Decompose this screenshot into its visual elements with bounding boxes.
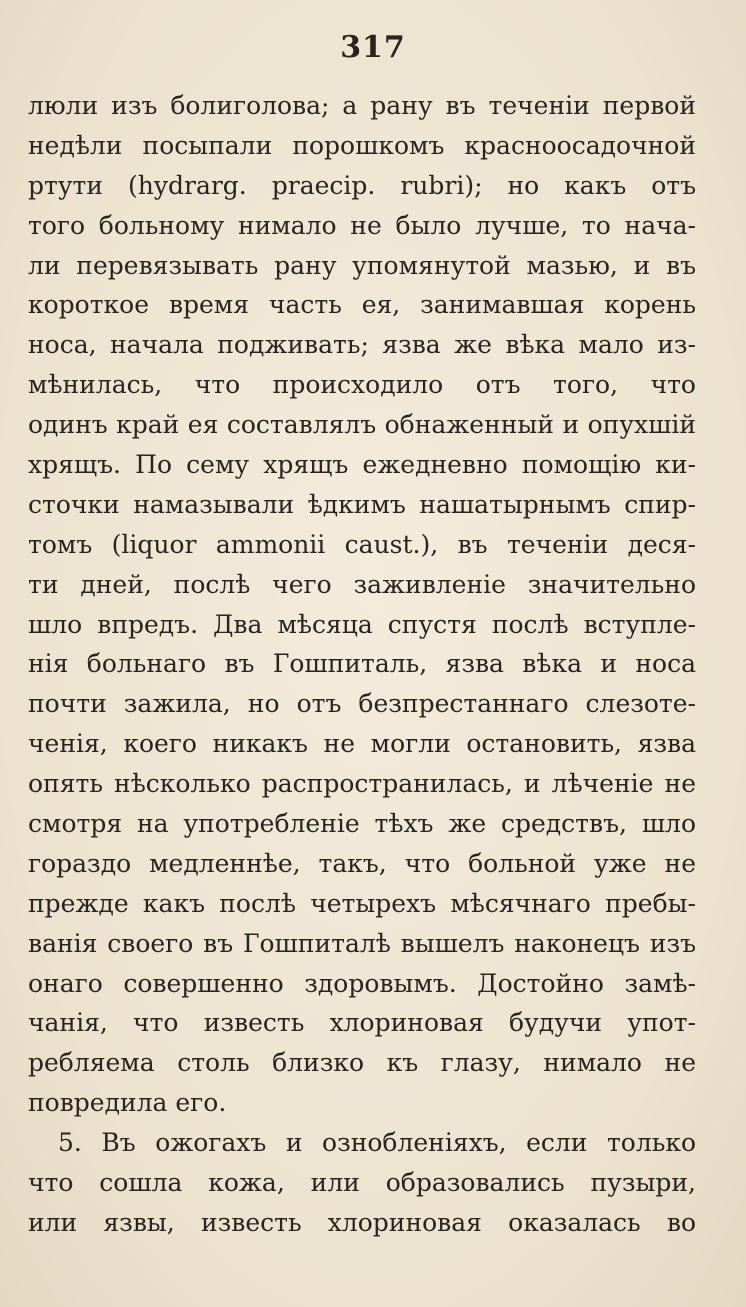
text-line: хрящъ. По сему хрящъ ежедневно помощію ки-	[28, 450, 696, 480]
text-line: мѣнилась, что происходило отъ того, что	[28, 370, 696, 400]
paragraph-end-line: повредила его.	[28, 1088, 227, 1118]
text-line: чанія, что известь хлориновая будучи упот-	[28, 1008, 696, 1038]
text-line: короткое время часть ея, занимавшая корень	[28, 290, 696, 320]
text-line: люли изъ болиголова; а рану въ теченіи первой	[28, 91, 696, 120]
text-line: что сошла кожа, или образовались пузыри,	[28, 1168, 696, 1198]
text-line: почти зажила, но отъ безпрестаннаго слезоте-	[28, 689, 696, 719]
page-number: 317	[340, 30, 406, 65]
text-line: ванія своего въ Гошпиталѣ вышелъ наконецъ изъ	[28, 928, 696, 958]
text-line: ченія, коего никакъ не могли остановить, язва	[28, 729, 696, 759]
text-line: опять нѣсколько распространилась, и лѣченіе не	[28, 769, 696, 799]
body-text	[28, 86, 696, 1243]
text-line: смотря на употребленіе тѣхъ же средствъ, шло	[28, 809, 696, 839]
text-line: онаго совершенно здоровымъ. Достойно замѣ-	[28, 968, 696, 998]
text-line: прежде какъ послѣ четырехъ мѣсячнаго пребы-	[28, 888, 696, 918]
text-line: гораздо медленнѣе, такъ, что больной уже не	[28, 848, 696, 878]
text-line: одинъ край ея составлялъ обнаженный и опухшій	[28, 410, 696, 440]
paragraph-start-line: 5. Въ ожогахъ и ознобленіяхъ, если только	[58, 1128, 696, 1158]
text-line: томъ (liquor ammonii caust.), въ теченіи деся-	[28, 529, 696, 559]
text-line: ли перевязывать рану упомянутой мазью, и въ	[28, 250, 696, 280]
text-line: шло впредъ. Два мѣсяца спустя послѣ вступле-	[28, 609, 696, 639]
text-line: недѣли посыпали порошкомъ красноосадочной	[28, 130, 696, 160]
text-line: сточки намазывали ѣдкимъ нашатырнымъ спир-	[28, 489, 696, 519]
text-line: того больному нимало не было лучше, то нача-	[28, 210, 696, 240]
text-line: носа, начала подживать; язва же вѣка мало из-	[28, 330, 696, 360]
text-line: ти дней, послѣ чего заживленіе значительно	[28, 569, 696, 599]
text-line: ртути (hydrarg. praecip. rubri); но какъ отъ	[28, 170, 696, 200]
text-line: ребляема столь близко къ глазу, нимало не	[28, 1048, 696, 1078]
text-line: или язвы, известь хлориновая оказалась во	[28, 1207, 696, 1237]
text-line: нія больнаго въ Гошпиталь, язва вѣка и носа	[28, 649, 696, 679]
